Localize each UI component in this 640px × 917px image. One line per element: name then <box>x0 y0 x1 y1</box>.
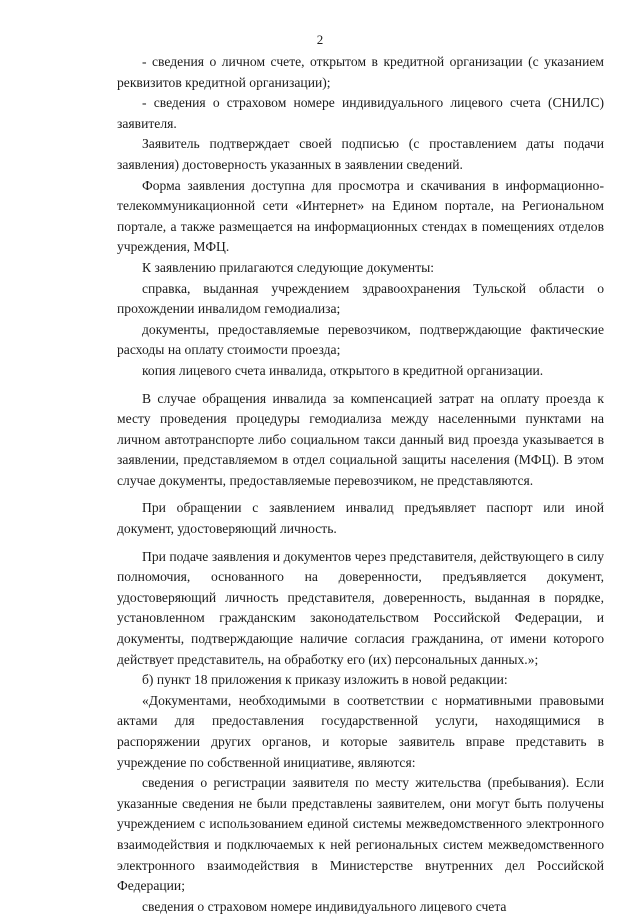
paragraph-form-access: Форма заявления доступна для просмотра и скачивания в информационно-телекоммуникационной сети «Интернет» на Едином портале, на Региональном портале, а также размещается на информационных стендах в помещениях отделов учреждения, МФЦ. <box>117 177 604 255</box>
paragraph-carrier-documents: документы, предоставляемые перевозчиком, подтверждающие фактические расходы на оплату стоимости проезда; <box>117 321 604 358</box>
paragraph-insurance-number: сведения о страховом номере индивидуального лицевого счета <box>142 898 507 914</box>
paragraph-account-info: - сведения о личном счете, открытом в кредитной организации (с указанием реквизитов кредитной организации); <box>117 54 604 90</box>
paragraph-own-transport: В случае обращения инвалида за компенсацией затрат на оплату проезда к месту проведения процедуры гемодиализа между населенными пунктами на личном автотранспорте либо социальном такси данный вид проезда указывается в заявлении, представляемом в отдел социальной защиты населения (МФЦ). В этом случае документы, предоставляемые перевозчиком, не представляются. <box>117 390 604 488</box>
document-body <box>117 52 604 917</box>
page-number: 2 <box>316 32 324 47</box>
paragraph-signature: Заявитель подтверждает своей подписью (с проставлением даты подачи заявления) достоверность указанных в заявлении сведений. <box>117 136 604 172</box>
paragraph-required-documents: «Документами, необходимыми в соответствии с нормативными правовыми актами для предоставления государственной услуги, находящимися в распоряжении других органов, и которые заявитель вправе представить в учреждение по собственной инициативе, являются: <box>117 692 604 770</box>
paragraph-snils: - сведения о страховом номере индивидуального лицевого счета (СНИЛС) заявителя. <box>117 95 604 131</box>
paragraph-registration-info: сведения о регистрации заявителя по месту жительства (пребывания). Если указанные сведения не были представлены заявителем, они могут быть получены учреждением с использованием единой системы межведомственного электронного взаимодействия и подключаемых к ней региональных систем межведомственного электронного взаимодействия в Министерстве внутренних дел Российской Федерации; <box>117 775 604 894</box>
paragraph-account-copy: копия лицевого счета инвалида, открытого в кредитной организации. <box>142 362 544 378</box>
paragraph-health-certificate: справка, выданная учреждением здравоохранения Тульской области о прохождении инвалидом гемодиализа; <box>117 280 604 317</box>
paragraph-passport: При обращении с заявлением инвалид предъявляет паспорт или иной документ, удостоверяющий личность. <box>117 500 604 537</box>
paragraph-documents-intro: К заявлению прилагаются следующие документы: <box>142 259 435 275</box>
paragraph-representative: При подаче заявления и документов через представителя, действующего в силу полномочия, основанного на доверенности, предъявляется документ, удостоверяющий личность представителя, доверенность, выданная в порядке, установленном гражданским законодательством Российской Федерации, и документы, подтверждающие наличие согласия гражданина, от имени которого действует представитель, на обработку его (их) персональных данных.»; <box>117 548 604 667</box>
paragraph-item-18: б) пункт 18 приложения к приказу изложить в новой редакции: <box>142 672 508 688</box>
